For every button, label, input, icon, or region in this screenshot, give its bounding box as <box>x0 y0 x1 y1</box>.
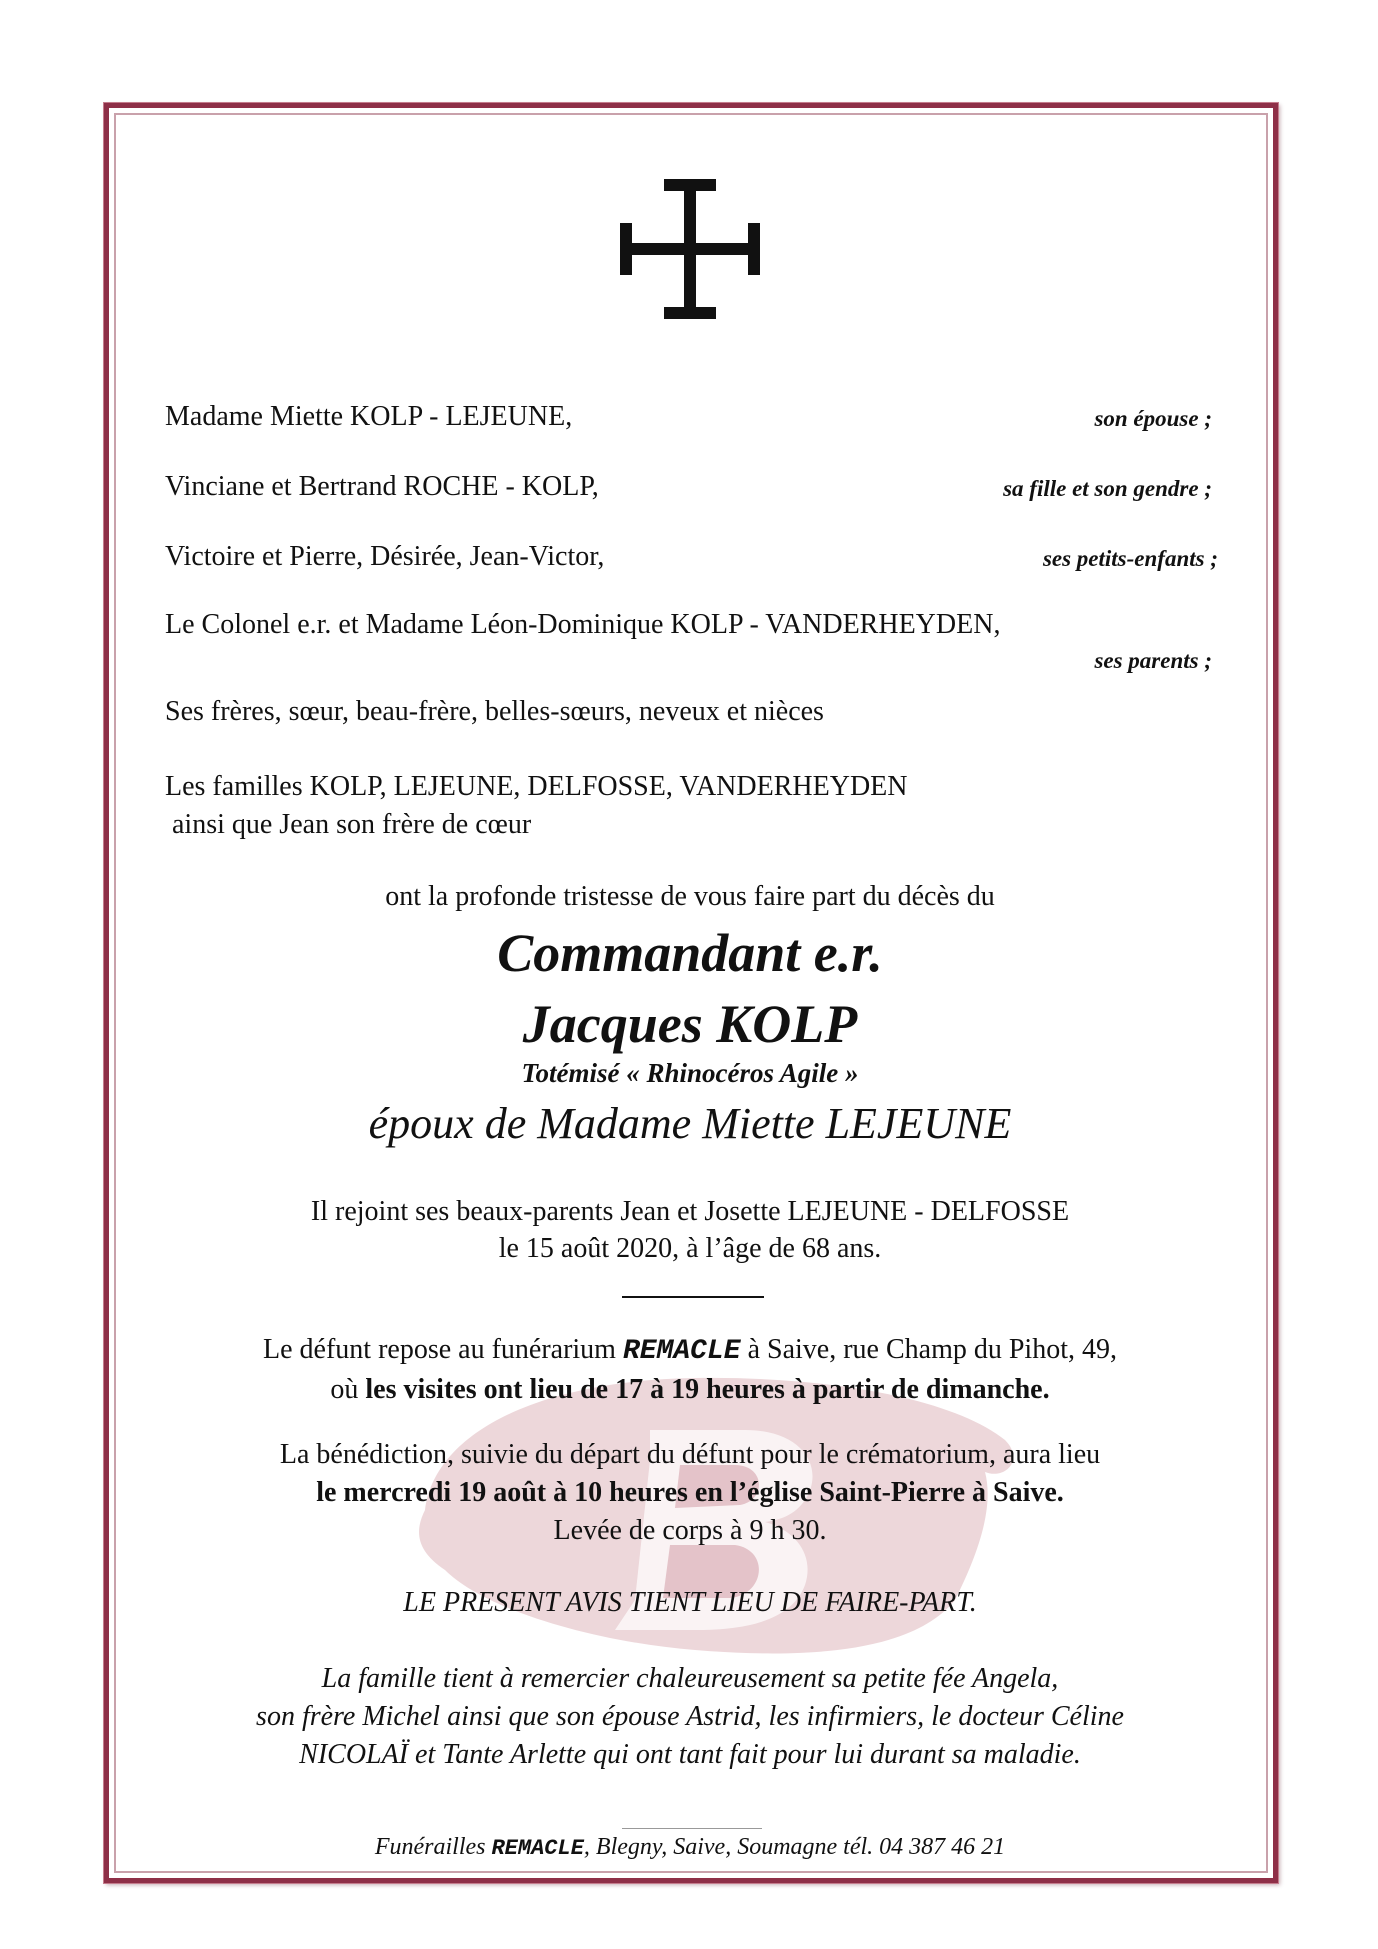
visits-hours: les visites ont lieu de 17 à 19 heures à partir de dimanche. <box>365 1374 1050 1405</box>
funeral-home-name: REMACLE <box>622 1336 741 1367</box>
rest-suffix: à Saive, rue Champ du Pihot, 49, <box>740 1334 1117 1365</box>
deceased-spouse: époux de Madame Miette LEJEUNE <box>368 1099 1012 1148</box>
family-line-siblings: Ses frères, sœur, beau-frère, belles-sœurs, neveux et nièces <box>165 696 824 727</box>
relation-parents: ses parents ; <box>1094 648 1212 673</box>
relation-spouse: son épouse ; <box>1094 406 1212 431</box>
deceased-totem: Totémisé « Rhinocéros Agile » <box>521 1058 859 1088</box>
deceased-rank: Commandant e.r. <box>497 923 883 983</box>
rest-line <box>160 1333 1220 1369</box>
footer-line <box>160 1832 1220 1864</box>
visits-line <box>160 1373 1220 1407</box>
family-line-families: Les familles KOLP, LEJEUNE, DELFOSSE, VANDERHEYDEN <box>165 771 908 802</box>
blessing-date: le mercredi 19 août à 10 heures en l’église Saint-Pierre à Saive. <box>316 1477 1064 1508</box>
deceased-name: Jacques KOLP <box>522 994 858 1054</box>
family-line-parents: Le Colonel e.r. et Madame Léon-Dominique KOLP - VANDERHEYDEN, <box>165 609 1001 640</box>
rejoins-line: Il rejoint ses beaux-parents Jean et Josette LEJEUNE - DELFOSSE <box>310 1196 1070 1227</box>
date-age-line: le 15 août 2020, à l’âge de 68 ans. <box>498 1233 882 1264</box>
thanks-line-2: son frère Michel ainsi que son épouse Astrid, les infirmiers, le docteur Céline <box>256 1701 1124 1732</box>
family-line-brother-of-heart: ainsi que Jean son frère de cœur <box>172 809 532 840</box>
relation-grandchildren: ses petits-enfants ; <box>1042 546 1218 571</box>
family-line-grandchildren: Victoire et Pierre, Désirée, Jean-Victor, <box>165 541 605 572</box>
footer-divider <box>622 1828 762 1829</box>
blessing-details <box>160 1476 1220 1510</box>
thanks-line-1: La famille tient à remercier chaleureusement sa petite fée Angela, <box>321 1663 1059 1694</box>
levee-line: Levée de corps à 9 h 30. <box>553 1515 827 1546</box>
visits-prefix: où <box>330 1374 366 1405</box>
thanks-line-3: NICOLAÏ et Tante Arlette qui ont tant fait pour lui durant sa maladie. <box>299 1739 1081 1770</box>
family-line-daughter: Vinciane et Bertrand ROCHE - KOLP, <box>165 471 599 502</box>
footer-prefix: Funérailles <box>374 1834 492 1860</box>
rest-prefix: Le défunt repose au funérarium <box>263 1334 623 1365</box>
announcement-intro: ont la profonde tristesse de vous faire part du décès du <box>385 881 995 912</box>
footer-brand: REMACLE <box>491 1836 584 1861</box>
cross-potent-icon <box>616 175 764 323</box>
section-divider <box>622 1296 764 1298</box>
relation-daughter: sa fille et son gendre ; <box>1003 476 1212 501</box>
blessing-line: La bénédiction, suivie du départ du défunt pour le crématorium, aura lieu <box>279 1439 1101 1470</box>
notice-line: LE PRESENT AVIS TIENT LIEU DE FAIRE-PART. <box>403 1587 977 1618</box>
family-line-spouse: Madame Miette KOLP - LEJEUNE, <box>165 401 573 432</box>
footer-suffix: , Blegny, Saive, Soumagne tél. 04 387 46 21 <box>583 1834 1006 1860</box>
